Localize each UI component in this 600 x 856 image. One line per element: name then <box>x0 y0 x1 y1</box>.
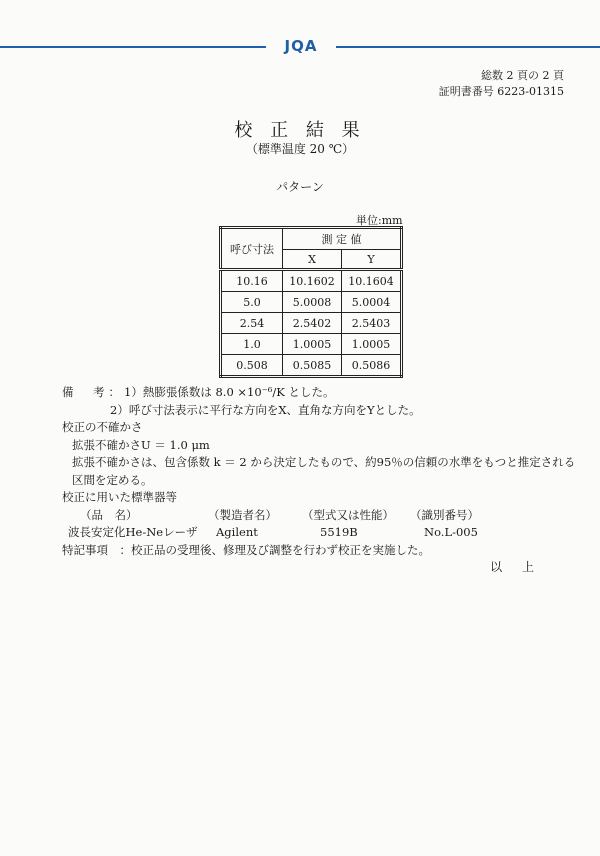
standards-heading: 校正に用いた標準器等 <box>62 490 177 504</box>
nominal-value: 2.54 <box>221 313 283 334</box>
page-title: 校 正 結 果 <box>234 120 366 141</box>
remarks-label: 備 考： <box>62 385 124 399</box>
y-value: 0.5086 <box>342 355 402 377</box>
measured-header: 測 定 値 <box>283 228 402 250</box>
item-identification: No.L-005 <box>424 525 478 539</box>
y-value: 5.0004 <box>342 292 402 313</box>
uncertainty-value: 拡張不確かさU ＝ 1.0 μm <box>72 437 210 452</box>
y-value: 10.1604 <box>342 270 402 292</box>
x-value: 2.5402 <box>283 313 342 334</box>
y-value: 1.0005 <box>342 334 402 355</box>
jqa-logo: JQA <box>266 36 336 56</box>
x-value: 10.1602 <box>283 270 342 292</box>
item-name: 波長安定化He-Neレーザ <box>68 525 198 539</box>
nominal-value: 5.0 <box>221 292 283 313</box>
x-value: 0.5085 <box>283 355 342 377</box>
table-row <box>221 355 402 377</box>
col-model: （型式又は性能） <box>302 507 394 522</box>
remark-line-1 <box>62 384 562 402</box>
table-row <box>221 292 402 313</box>
table-row <box>221 270 402 292</box>
pattern-label: パターン <box>276 180 324 194</box>
standards-column-headers <box>62 507 562 525</box>
x-value: 5.0008 <box>283 292 342 313</box>
page-info: 総数 2 頁の 2 頁 <box>481 69 564 82</box>
remark-note-1: 1）熱膨張係数は 8.0 ×10⁻⁶/K とした。 <box>124 385 335 399</box>
table-row <box>221 334 402 355</box>
x-header: X <box>283 250 342 270</box>
nominal-header: 呼び寸法 <box>221 228 283 270</box>
remark-note-2: 2）呼び寸法表示に平行な方向をX、直角な方向をYとした。 <box>110 402 421 417</box>
y-header: Y <box>342 250 402 270</box>
y-value: 2.5403 <box>342 313 402 334</box>
table-row <box>221 313 402 334</box>
uncertainty-description-1: 拡張不確かさは、包含係数 k ＝ 2 から決定したもので、約95％の信頼の水準をもつと推定される <box>72 455 576 469</box>
x-value: 1.0005 <box>283 334 342 355</box>
standard-temperature: （標準温度 20 ℃） <box>245 142 355 156</box>
standards-item-row <box>62 524 562 542</box>
certificate-number: 証明書番号 6223-01315 <box>438 85 564 98</box>
certificate-notes <box>62 384 576 559</box>
col-manufacturer: （製造者名） <box>208 507 277 522</box>
uncertainty-heading: 校正の不確かさ <box>62 420 143 434</box>
document-meta <box>439 68 564 100</box>
special-notes: 特記事項 ：校正品の受理後、修理及び調整を行わず校正を実施した。 <box>62 542 430 557</box>
nominal-value: 10.16 <box>221 270 283 292</box>
col-product-name: （品 名） <box>80 507 138 522</box>
col-identification: （識別番号） <box>410 507 479 522</box>
calibration-results-table <box>219 226 403 378</box>
uncertainty-description-2: 区間を定める。 <box>72 472 153 487</box>
item-manufacturer: Agilent <box>216 525 258 539</box>
item-model: 5519B <box>320 525 358 539</box>
closing-mark: 以 上 <box>490 560 542 574</box>
unit-label: 単位:mm <box>356 214 403 227</box>
nominal-value: 0.508 <box>221 355 283 377</box>
nominal-value: 1.0 <box>221 334 283 355</box>
